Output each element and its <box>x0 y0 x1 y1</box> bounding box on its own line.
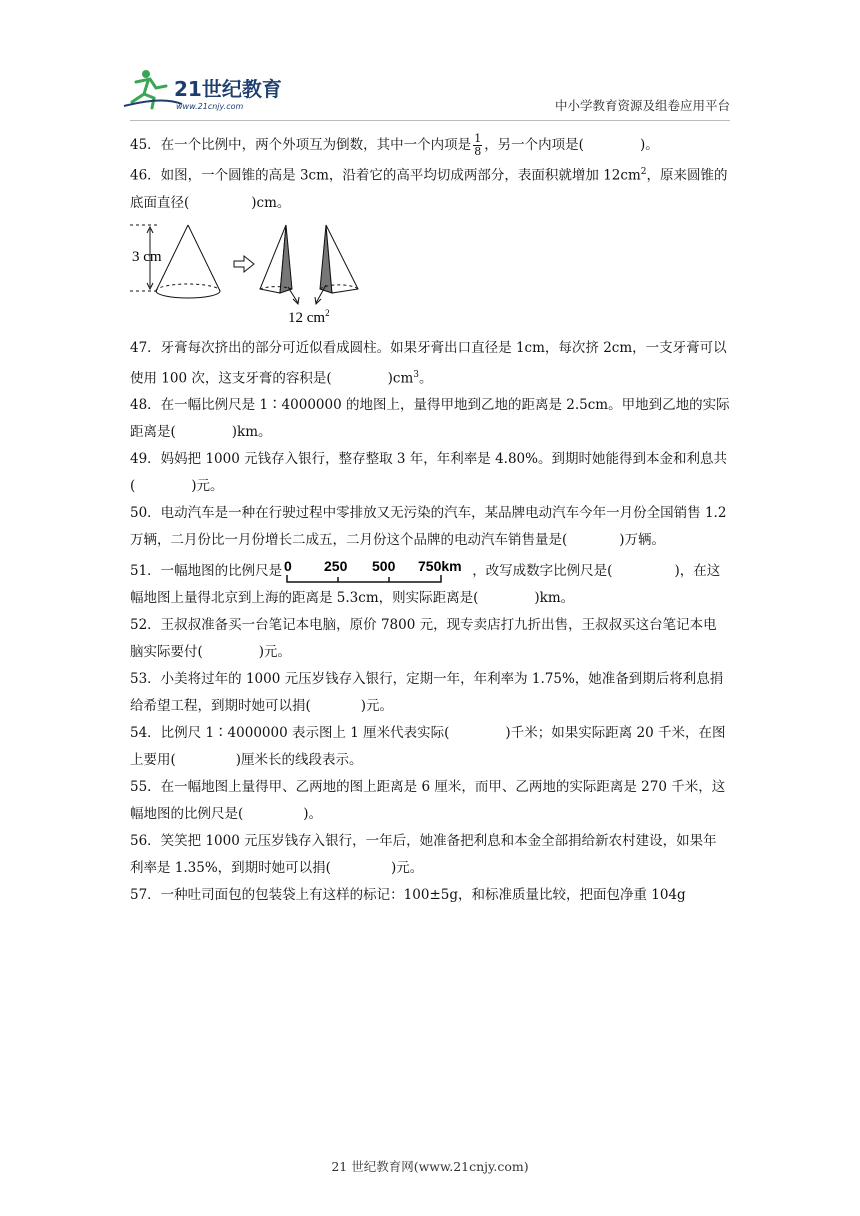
scale-tick-750km: 750km <box>418 558 462 574</box>
svg-text:21世纪教育: 21世纪教育 <box>174 77 282 101</box>
platform-name: 中小学教育资源及组卷应用平台 <box>554 98 730 113</box>
question-list <box>130 132 730 909</box>
line-scale-bar <box>284 559 470 585</box>
question-53: 53．小美将过年的 1000 元压岁钱存入银行，定期一年，年利率为 1.75%，她准备到期后将利息捐给希望工程，到期时她可以捐( )元。 <box>130 671 724 714</box>
height-label: 3 cm <box>132 248 162 265</box>
logo-21cnjy <box>122 66 292 112</box>
question-55: 55．在一幅地图上量得甲、乙两地的图上距离是 6 厘米，而甲、乙两地的实际距离是 270 千米，这幅地图的比例尺是( )。 <box>130 779 726 822</box>
scale-tick-500: 500 <box>372 558 396 574</box>
question-50: 50．电动汽车是一种在行驶过程中零排放又无污染的汽车，某品牌电动汽车今年一月份全国销售 1.2 万辆，二月份比一月份增长二成五，二月份这个品牌的电动汽车销售量是( )万辆。 <box>130 505 727 548</box>
header-divider <box>130 120 730 121</box>
question-47: 47．牙膏每次挤出的部分可近似看成圆柱。如果牙膏出口直径是 1cm，每次挤 2cm，一支牙膏可以使用 100 次，这支牙膏的容积是( )$cm^3$。 <box>130 339 727 386</box>
question-56: 56．笑笑把 1000 元压岁钱存入银行，一年后，她准备把利息和本金全部捐给新农村建设，如果年利率是 1.35%，到期时她可以捐( )元。 <box>130 833 717 876</box>
question-52: 52．王叔叔准备买一台笔记本电脑，原价 7800 元，现专卖店打九折出售，王叔叔买这台笔记本电脑实际要付( )元。 <box>130 617 717 660</box>
page-footer: 21 世纪教育网(www.21cnjy.com) <box>331 1159 529 1174</box>
cone-cut-figure <box>130 219 390 325</box>
area-label: 12 $cm^2$ <box>288 307 330 325</box>
arrow-right-icon <box>234 256 254 272</box>
question-49: 49．妈妈把 1000 元钱存入银行，整存整取 3 年，年利率是 4.80%。到期时她能得到本金和利息共( )元。 <box>130 451 727 494</box>
scale-tick-250: 250 <box>324 558 348 574</box>
question-51: 51．一幅地图的比例尺是 0 250 500 750km ，改写成数字比例尺是( )，在这幅地图上量得北京到上海的距离是 5.3cm，则实际距离是( )km。 <box>130 558 721 606</box>
svg-text:www.21cnjy.com: www.21cnjy.com <box>176 102 244 111</box>
question-48: 48．在一幅比例尺是 1∶4000000 的地图上，量得甲地到乙地的距离是 2.5cm。甲地到乙地的实际距离是( )km。 <box>130 397 730 440</box>
cone-outline <box>156 225 220 291</box>
question-46: 46．如图，一个圆锥的高是 3cm，沿着它的高平均切成两部分，表面积就增加 $12cm^2$，原来圆锥的底面直径( )cm。 <box>130 167 728 211</box>
fraction-one-eighth: $\frac{1}{8}$ <box>474 132 482 158</box>
question-57: 57．一种吐司面包的包装袋上有这样的标记：100±5g，和标准质量比较，把面包净重 104g <box>130 887 686 903</box>
scale-tick-0: 0 <box>284 558 292 574</box>
question-54: 54．比例尺 1∶4000000 表示图上 1 厘米代表实际( )千米；如果实际距离 20 千米，在图上要用( )厘米长的线段表示。 <box>130 725 726 768</box>
question-45: 45．在一个比例中，两个外项互为倒数，其中一个内项是 $\frac{1}{8}$ ，另一个内项是( )。 <box>130 132 659 158</box>
page-header <box>0 0 860 120</box>
